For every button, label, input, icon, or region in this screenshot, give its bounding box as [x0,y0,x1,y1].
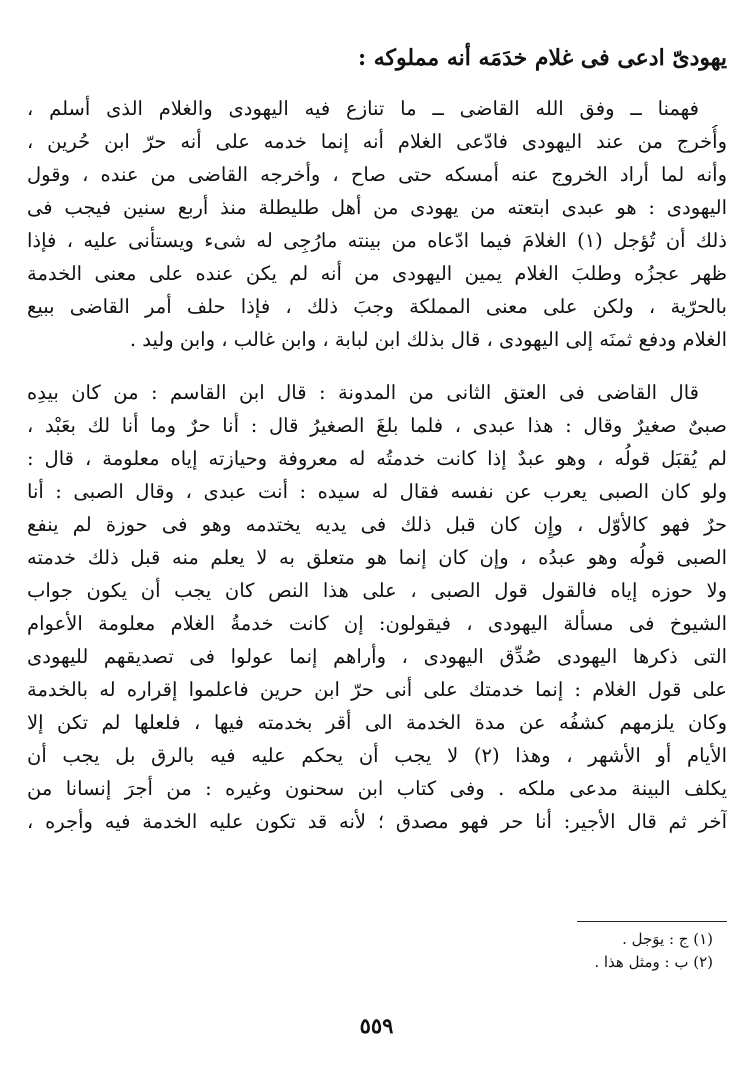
text-line: لم يُقبَل قولُه ، وهو عبدٌ إذا كانت خدمتُه له معروفة وحيازته إياه معلومة ، قال : [27,447,727,470]
footnote-2: (٢) ب : ومثل هذا . [594,953,713,971]
footnote-1: (١) ج : يوَجل . [622,930,713,948]
text-line: صبىٌ صغيرٌ وقال : هذا عبدى ، فلما بلغَ الصغيرُ قال : أنا حرٌ وما أنا لك بعَبْد ، [27,414,727,437]
text-line: وأُخرج من عند اليهودى فادّعى الغلام أنه إنما خدمه على أنه حرّ ابن حُرين ، [27,130,727,153]
text-line: التى ذكرها اليهودى صُدِّق اليهودى ، وأراهم إنما عولوا فى تصديقهم لليهودى [27,645,727,668]
text-line: وأنه لما أراد الخروج عنه أمسكه حتى صاح ، وأخرجه القاضى من عنده ، وقول [27,163,727,186]
text-line: ولا حوزه إياه فالقول قول الصبى ، على هذا النص كان يجب أن يكون جواب [27,579,727,602]
paragraph-2 [27,376,727,838]
text-line: فهمنا ــ وفق الله القاضى ــ ما تنازع فيه اليهودى والغلام الذى أسلم ، [27,97,699,120]
text-line: ولو كان الصبى يعرب عن نفسه فقال له سيده : أنت عبدى ، وقال الصبى : أنا [27,480,727,503]
text-line: الغلام ودفع ثمنَه إلى اليهودى ، قال بذلك ابن لبابة ، وابن غالب ، وابن وليد . [129,328,727,351]
text-line: وكان يلزمهم كشفُه عن مدة الخدمة الى أقر بخدمته فيها ، فلعلها لم تكن إلا [27,711,727,734]
text-line: الصبى قولُه وهو عبدُه ، وإن كان إنما هو متعلق به لا يعلم منه قبل ذلك خدمته [27,546,727,569]
text-line: ذلك أن تُؤجل (١) الغلامَ فيما ادّعاه من بينته مارُجِى له شىء ويستأنى عليه ، فإذا [27,229,727,252]
page-number: ٥٥٩ [359,1013,394,1038]
text-line: حرٌ فهو كالأوّل ، وإِن كان قبل ذلك فى يديه يختدمه وهو فى حوزة لم ينفع [27,513,727,536]
text-line: آخر ثم قال الأجير: أنا حر فهو مصدق ؛ لأنه قد تكون عليه الخدمة فيه وأجره ، [27,810,727,833]
footnote-divider [577,921,727,922]
text-line: قال القاضى فى العتق الثانى من المدونة : قال ابن القاسم : من كان بيدِه [27,381,699,404]
text-line: الشيوخ فى مسألة اليهودى ، فيقولون: إن كانت خدمةُ الغلام معلومة الأعوام [27,612,727,635]
footnotes [313,928,713,974]
text-line: يكلف البينة مدعى ملكه . وفى كتاب ابن سحنون وغيره : من أجرَ إنسانا من [27,777,727,800]
text-line: ظهر عجزُه وطلبَ الغلام يمين اليهودى من أنه لم يكن عنده على معنى الخدمة [27,262,727,285]
section-heading: يهودىّ ادعى فى غلام خدَمَه أنه مملوكه : [357,45,727,71]
text-line: على قول الغلام : إنما خدمتك على أنى حرّ ابن حرين فاعلموا إقراره له بالخدمة [27,678,727,701]
text-line: بالحرّية ، ولكن على معنى المملكة وجبَ ذلك ، فإذا حلف أمر القاضى ببيع [27,295,727,318]
text-line: اليهودى : هو عبدى ابتعته من يهودى من أهل طليطلة منذ أربع سنين فيجب فى [27,196,727,219]
text-line: الأيام أو الأشهر ، وهذا (٢) لا يجب أن يحكم عليه فيه بالرق بل يجب أن [27,744,727,767]
paragraph-1 [27,92,727,356]
